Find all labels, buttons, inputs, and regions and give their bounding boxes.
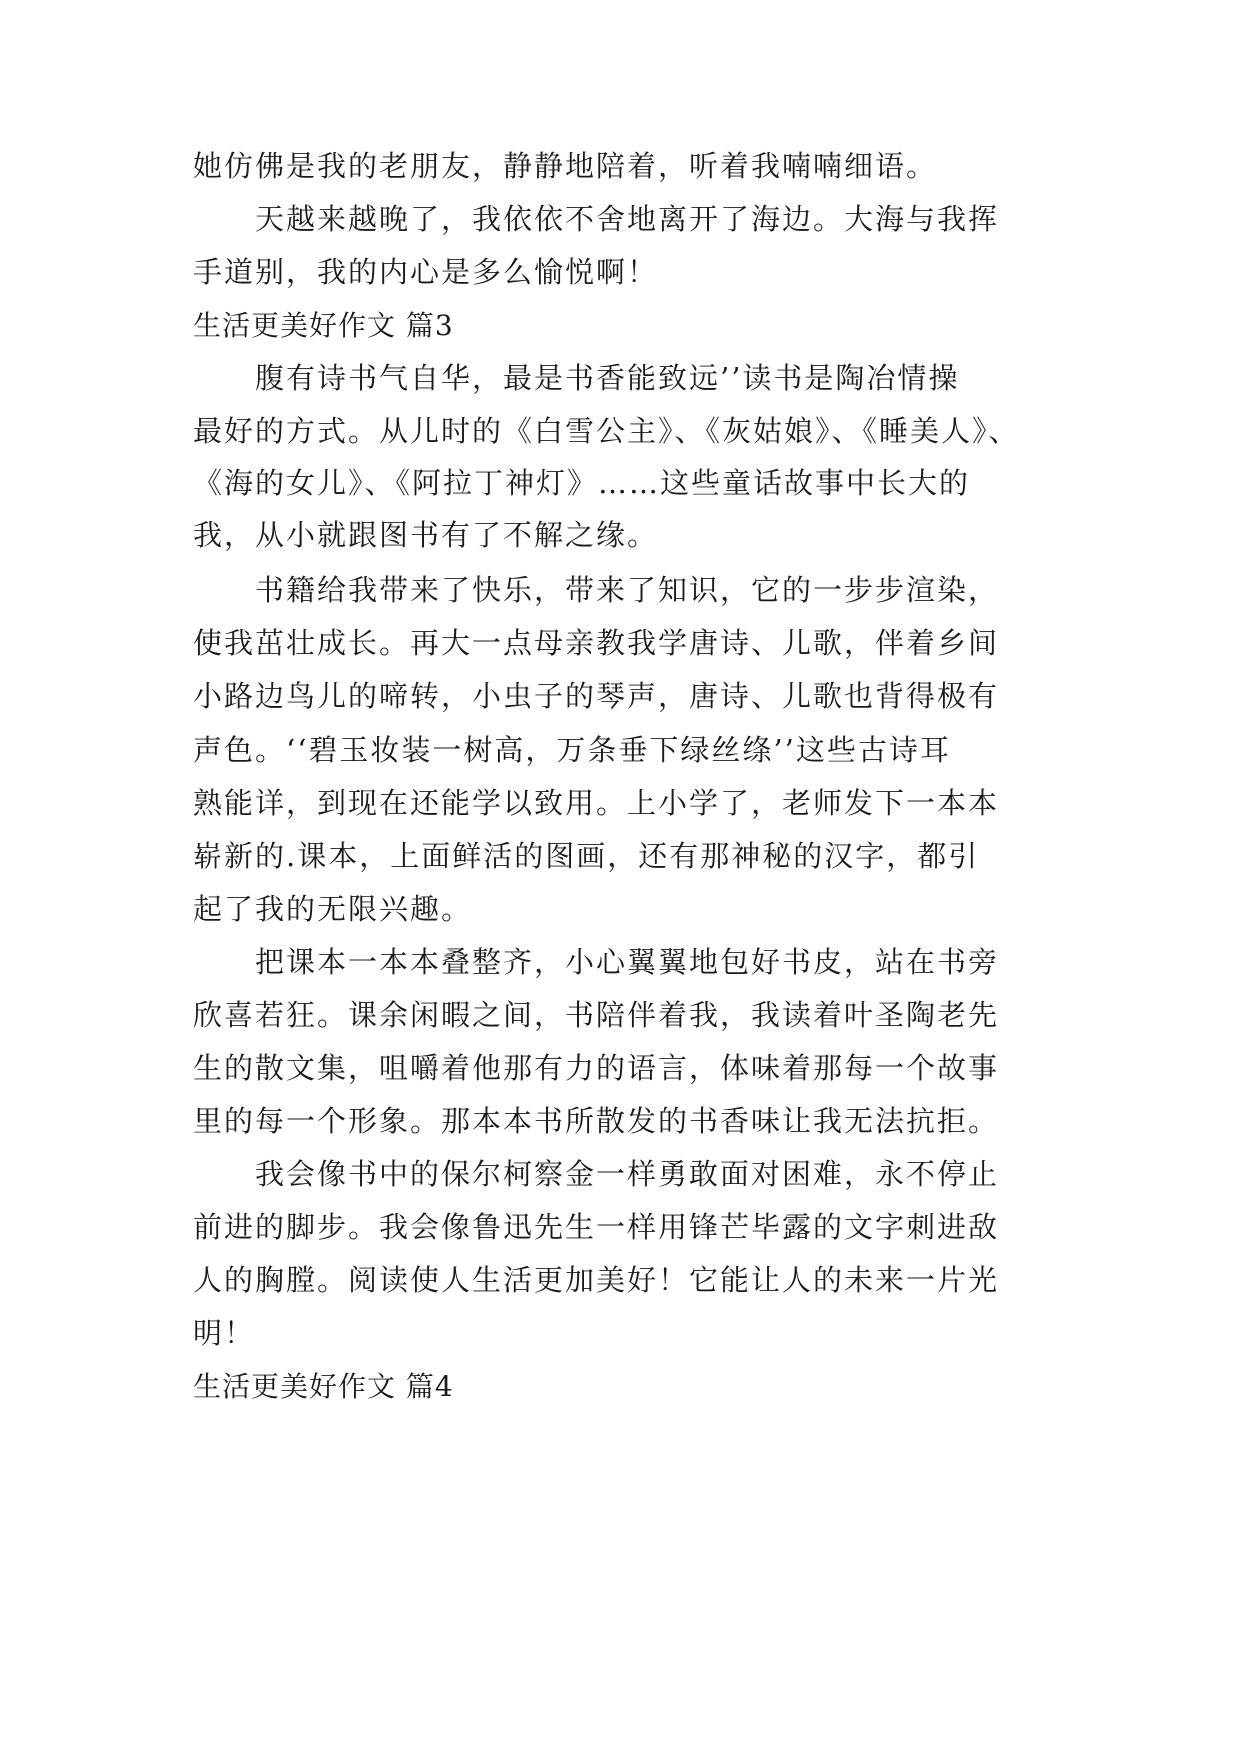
body-text-line: 使我茁壮成长。再大一点母亲教我学唐诗、儿歌，伴着乡间 (193, 626, 1000, 660)
section-heading: 生活更美好作文 篇3 (193, 309, 454, 342)
body-text-line: 声色。‘‘碧玉妆装一树高，万条垂下绿丝绦’’这些古诗耳 (193, 733, 951, 767)
body-text-line: 《海的女儿》、《阿拉丁神灯》……这些童话故事中长大的 (193, 466, 971, 500)
body-text-line: 崭新的.课本，上面鲜活的图画，还有那神秘的汉字，都引 (193, 839, 980, 873)
body-text-line: 人的胸膛。阅读使人生活更加美好！它能让人的未来一片光 (193, 1263, 1000, 1297)
body-text-line: 生的散文集，咀嚼着他那有力的语言，体味着那每一个故事 (193, 1051, 1000, 1085)
body-text-line: 小路边鸟儿的啼转，小虫子的琴声，唐诗、儿歌也背得极有 (193, 679, 1000, 713)
body-text-line: 起了我的无限兴趣。 (193, 892, 473, 926)
body-text-line: 欣喜若狂。课余闲暇之间，书陪伴着我，我读着叶圣陶老先 (193, 998, 1000, 1032)
paragraph-first-line: 我会像书中的保尔柯察金一样勇敢面对困难，永不停止 (255, 1157, 1000, 1191)
section-heading: 生活更美好作文 篇4 (193, 1370, 454, 1403)
body-text-line: 里的每一个形象。那本本书所散发的书香味让我无法抗拒。 (193, 1104, 1000, 1138)
paragraph-first-line: 把课本一本本叠整齐，小心翼翼地包好书皮，站在书旁 (255, 945, 1000, 979)
paragraph-first-line: 天越来越晚了，我依依不舍地离开了海边。大海与我挥 (255, 202, 1000, 236)
body-text-line: 手道别，我的内心是多么愉悦啊！ (193, 255, 659, 289)
body-text-line: 明！ (193, 1316, 256, 1350)
body-text-line: 最好的方式。从儿时的《白雪公主》、《灰姑娘》、《睡美人》、 (193, 414, 1020, 448)
body-text-line: 前进的脚步。我会像鲁迅先生一样用锋芒毕露的文字刺进敌 (193, 1210, 1000, 1244)
body-text-line: 她仿佛是我的老朋友，静静地陪着，听着我喃喃细语。 (193, 149, 938, 183)
body-text-line: 我，从小就跟图书有了不解之缘。 (193, 518, 659, 552)
paragraph-first-line: 腹有诗书气自华，最是书香能致远’’读书是陶冶情操 (255, 361, 960, 395)
body-text-line: 熟能详，到现在还能学以致用。上小学了，老师发下一本本 (193, 786, 1000, 820)
paragraph-first-line: 书籍给我带来了快乐，带来了知识，它的一步步渲染， (255, 573, 1000, 607)
